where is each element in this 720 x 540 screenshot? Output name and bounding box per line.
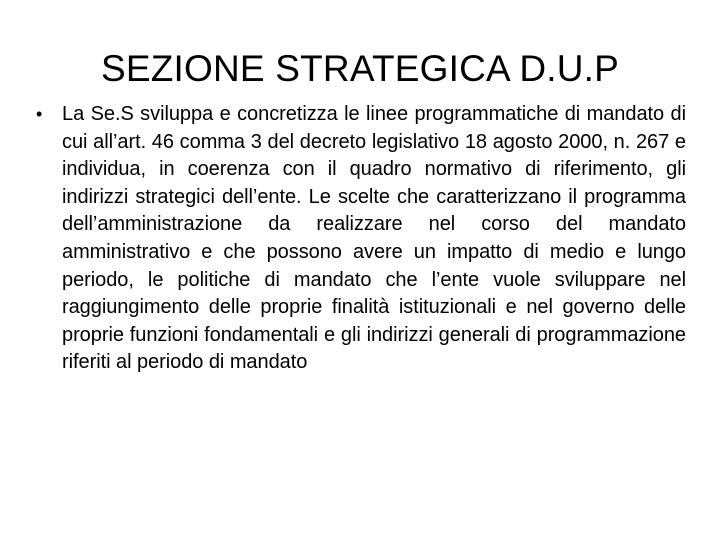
bullet-item: [36, 101, 686, 377]
bullet-marker: •: [36, 104, 43, 124]
slide-body: [36, 101, 686, 377]
bullet-text: La Se.S sviluppa e concretizza le linee programmatiche di mandato di cui all’art. 46 comma 3 del decreto legislativo 18 agosto 2000, n. 267 e individua, in coerenza con il quadro normativo di riferimento, gli indirizzi strategici dell’ente. Le scelte che caratterizzano il programma dell’amministrazione da realizzare nel corso del mandato amministrativo e che possono avere un impatto di medio e lungo periodo, le politiche di mandato che l’ente vuole sviluppare nel raggiungimento delle proprie finalità istituzionali e nel governo delle proprie funzioni fondamentali e gli indirizzi generali di programmazione riferiti al periodo di mandato: [62, 103, 686, 374]
slide-title: SEZIONE STRATEGICA D.U.P: [100, 48, 620, 89]
